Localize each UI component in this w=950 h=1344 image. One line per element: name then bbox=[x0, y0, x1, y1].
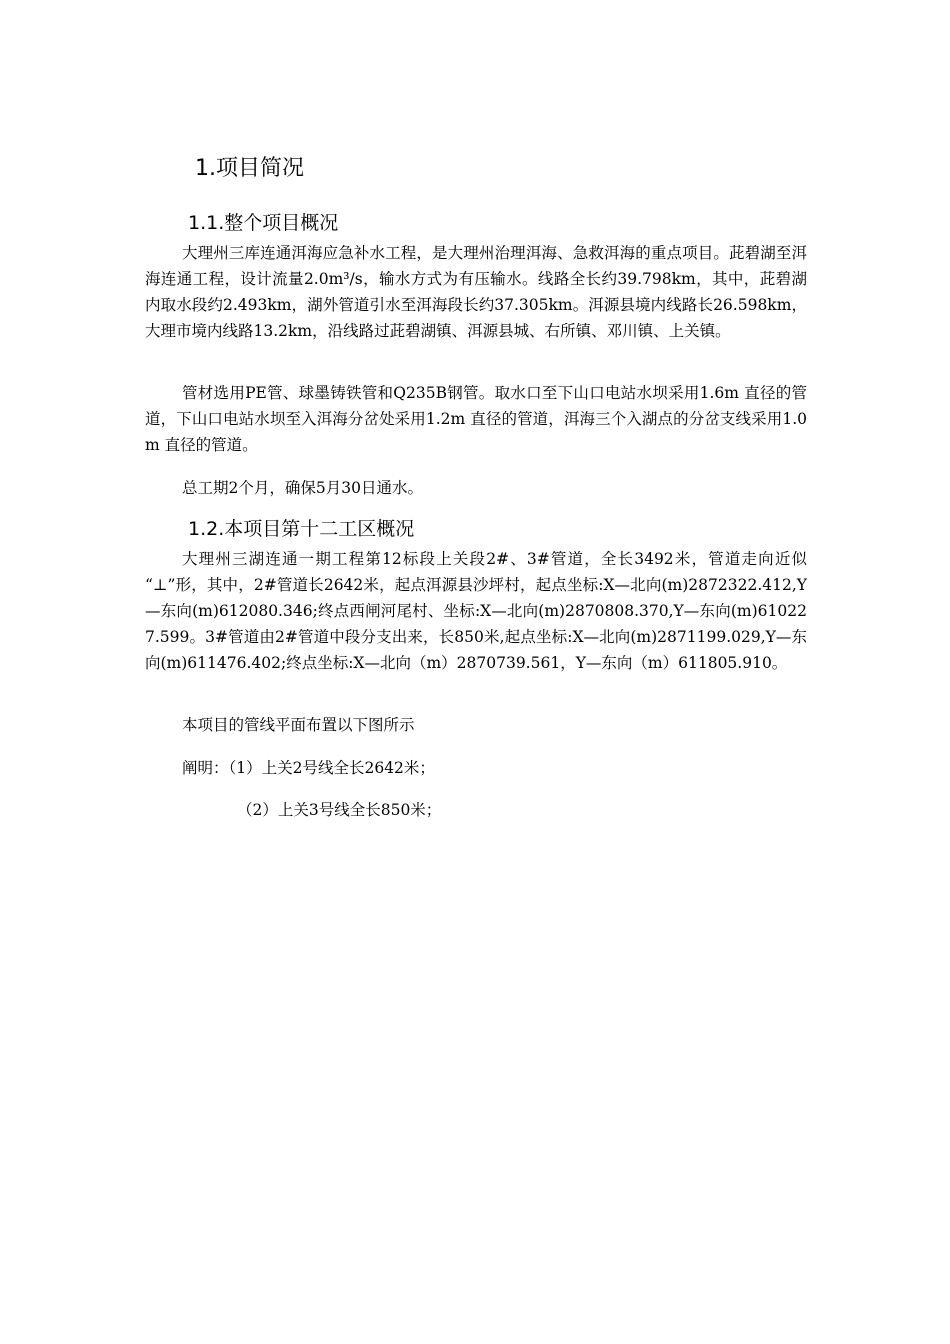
paragraph-note-line-2: 阐明：（1）上关2号线全长2642米； bbox=[182, 759, 435, 777]
section-heading-1-1: 1.1.整个项目概况 bbox=[188, 212, 339, 234]
paragraph-schedule: 总工期2个月，确保5月30日通水。 bbox=[182, 479, 423, 497]
section-heading-1-2: 1.2.本项目第十二工区概况 bbox=[188, 518, 415, 540]
paragraph-work-zone-overview: 大理州三湖连通一期工程第12标段上关段2#、3#管道，全长3492米，管道走向近似 “⊥”形，其中，2#管道长2642米，起点洱源县沙坪村，起点坐标:X—北向(m)2872322.412,Y—东向(m)612080.346;终点西闸河尾村、坐标:X—北向(m)2870808.370,Y—东向(m)610227.599。3#管道由2#管道中段分支出来，长850米,起点坐标:X—北向(m)2871199.029,Y—东向(m)611476.402;终点坐标:X—北向（m）2870739.561，Y—东向（m）611805.910。 bbox=[145, 550, 807, 672]
section-heading-1: 1.项目简况 bbox=[195, 156, 304, 181]
paragraph-layout-intro: 本项目的管线平面布置以下图所示 bbox=[182, 716, 415, 734]
paragraph-pipe-materials: 管材选用PE管、球墨铸铁管和Q235B钢管。取水口至下山口电站水坝采用1.6m 直径的管道，下山口电站水坝至入洱海分岔处采用1.2m 直径的管道，洱海三个入湖点的分岔支线采用1.0m 直径的管道。 bbox=[145, 384, 807, 454]
paragraph-project-overview: 大理州三库连通洱海应急补水工程，是大理州治理洱海、急救洱海的重点项目。茈碧湖至洱海连通工程，设计流量2.0m³/s，输水方式为有压输水。线路全长约39.798km，其中，茈碧湖内取水段约2.493km，湖外管道引水至洱海段长约37.305km。洱源县境内线路长26.598km，大理市境内线路13.2km，沿线路过茈碧湖镇、洱源县城、右所镇、邓川镇、上关镇。 bbox=[145, 244, 807, 340]
paragraph-note-line-3: （2）上关3号线全长850米； bbox=[237, 801, 442, 819]
